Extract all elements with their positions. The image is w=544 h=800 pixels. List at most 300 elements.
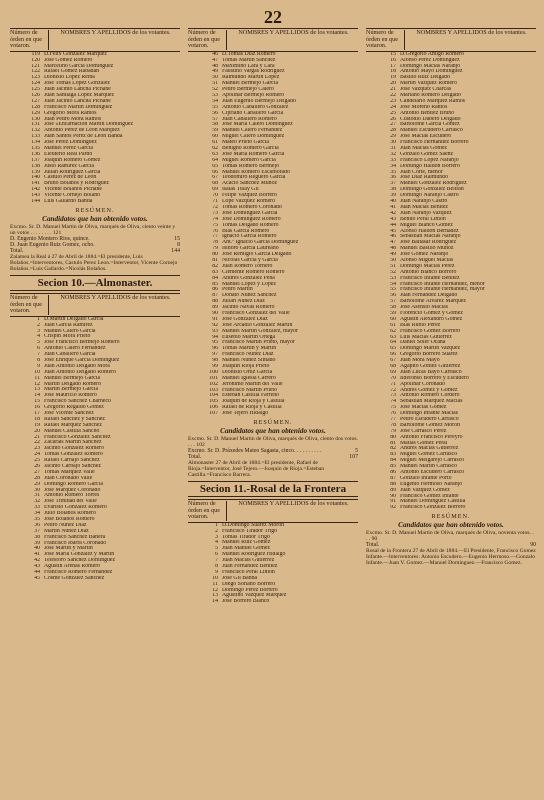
voter-name: Agustin Alexandro Gomez — [400, 316, 463, 322]
voter-number: 1 — [215, 522, 218, 528]
section-title: Secion 11.-Rosal de la Frontera — [188, 481, 358, 497]
voter-number: 11 — [34, 375, 40, 381]
voter-name: Joaquin Rioja Prieto — [222, 363, 270, 369]
voter-number: 57 — [212, 116, 218, 122]
voter-name: Manuel Rodriguez Hidalgo — [222, 552, 286, 558]
voter-number: 62 — [390, 328, 396, 334]
voter-number: 30 — [34, 487, 40, 493]
voter-name: José Asensio Macias — [400, 305, 448, 311]
voter-number: 106 — [209, 405, 218, 411]
voter-number: 10 — [212, 575, 218, 581]
voter-name: Agustino Vazquez Marquez — [222, 593, 287, 599]
voter-name: Tomás Romero Coronado — [222, 204, 282, 210]
voter-name: José Moreno Ramos — [400, 104, 448, 110]
voter-name: Francisco Infante Hernandez, menor — [400, 281, 485, 287]
voter-number: 24 — [34, 452, 40, 458]
voter-name: Andrés Gomez y Gomez — [400, 387, 458, 393]
total-label: Total. — [188, 454, 202, 460]
voter-name: Juan Macias Gomez — [400, 146, 448, 152]
voter-number: 29 — [34, 481, 40, 487]
voter-number: 82 — [390, 446, 396, 452]
voter-number: 78 — [390, 422, 396, 428]
voter-name: José Gomez Romero — [44, 57, 93, 63]
voter-name: Ignacio Garcia Romero — [222, 234, 277, 240]
voter-name: Florencio Gomez y Gomez — [400, 310, 463, 316]
voter-name: Juan Santiaga Lopez Marquez — [44, 93, 115, 99]
voter-number: 127 — [31, 98, 40, 104]
name-header: NOMBRES Y APELLIDOS de los votantes. — [60, 293, 171, 301]
voter-name: Alonso Perez Dominguez — [400, 57, 460, 63]
voter-number: 37 — [34, 528, 40, 534]
voter-name: Antonio Calero Fernandez — [44, 346, 106, 352]
voter-number: 95 — [212, 340, 218, 346]
total-label: Total. — [366, 542, 380, 549]
voter-number: 137 — [31, 157, 40, 163]
voter-name: Manuel Martin Carrasco — [400, 464, 457, 470]
voter-number: 35 — [390, 169, 396, 175]
voter-number: 26 — [34, 463, 40, 469]
voter-name: Luis Gallardo Banda — [44, 199, 93, 205]
voter-name: Juan Corte, menor — [400, 169, 443, 175]
voter-name: José Gomez Naranjo — [400, 252, 449, 258]
voter-number: 48 — [212, 63, 218, 69]
voter-name: Gonzalo Gomez Saenz — [400, 151, 454, 157]
voter-name: Jacinto Gonzalez Romero — [44, 446, 104, 452]
voter-number: 57 — [390, 299, 396, 305]
voter-number: 40 — [390, 199, 396, 205]
voter-name: Isaias Tulay Gil — [222, 187, 259, 193]
voter-name: Ant.º Ignacio Garcia Dominguez — [222, 240, 299, 246]
voter-number: 79 — [212, 246, 218, 252]
voter-number: 29 — [390, 134, 396, 140]
voter-number: 35 — [34, 517, 40, 522]
voter-number: 18 — [34, 416, 40, 422]
voter-name: Manuel Basilio Muñoz — [400, 246, 454, 252]
voter-number: 14 — [212, 599, 218, 605]
voter-name: Dionisio Ortiz Garcia — [222, 369, 273, 375]
voter-name: Juan Romero Tornero — [222, 263, 273, 269]
voter-name: Manuel Martin Gonzalez, mayor — [222, 328, 298, 334]
voter-name: Julian Nuñez Diaz — [222, 299, 265, 305]
voter-number: 98 — [212, 358, 218, 364]
voter-name: José Martin y Martin — [44, 546, 93, 552]
voter-number: 63 — [212, 151, 218, 157]
voter-number: 133 — [31, 134, 40, 140]
voter-name: Agustin Arenas Romero — [44, 564, 101, 570]
voter-name: Martin Delgado Romero — [44, 381, 101, 387]
voter-name: Andrés Macias Gutierrez — [400, 446, 459, 452]
voter-number: 121 — [31, 63, 40, 69]
voter-number: 81 — [390, 440, 396, 446]
voter-name: Juan Jacinto Lancha Pichane — [44, 87, 111, 93]
voter-number: 17 — [34, 410, 40, 416]
voter-number: 101 — [209, 375, 218, 381]
resumen-heading: Candidatos que han obtenido votos. — [42, 214, 148, 223]
voter-name: Francisco Sanchez Banera — [44, 534, 106, 540]
total-value: 90 — [530, 542, 536, 549]
column-2 — [188, 28, 358, 605]
voter-name: José Bolaños Romero — [44, 517, 95, 522]
voter-name: D.Gregorio Amigo Romero — [400, 51, 464, 57]
voter-name: Juan Caballero Romero — [222, 116, 277, 122]
voter-number: 40 — [34, 546, 40, 552]
voter-number: 27 — [34, 469, 40, 475]
voter-name: Gregorio Borrero Suarez — [400, 352, 458, 358]
table-header — [188, 28, 358, 52]
voter-name: Pedro Nuñez Diaz — [44, 522, 87, 528]
number-header: Número de órden en que votaron. — [10, 295, 49, 315]
voter-number: 3 — [37, 328, 40, 334]
voter-number: 80 — [212, 252, 218, 258]
voter-name: José Macias Gomez — [400, 405, 447, 411]
voter-name: Bartolomé Garcia Gomez — [400, 122, 460, 128]
voter-name: Bartolomé Gomez Moron — [400, 422, 460, 428]
voter-name: Custodio Dabero Delgado — [400, 116, 461, 122]
voter-name: José Francisco Bermejo Romero — [44, 340, 120, 346]
voter-name: Juan Garcia Ramirez — [44, 322, 93, 328]
voter-number: 8 — [37, 357, 40, 363]
voter-name: Jerónimo Martin del Valle — [222, 381, 283, 387]
voter-name: Domingo Gonzalez Beltran — [400, 187, 464, 193]
voter-number: 50 — [390, 257, 396, 263]
voter-name: Gregorio Regaldo Gomez — [44, 405, 104, 411]
voter-name: Juan Antonio Delgado Romero — [44, 369, 116, 375]
voter-number: 67 — [212, 175, 218, 181]
voter-number: 88 — [212, 299, 218, 305]
voter-name: Antonio Romero Torres — [44, 493, 100, 499]
voter-number: 80 — [390, 434, 396, 440]
voter-name: Benigno Romero Garcia — [222, 146, 279, 152]
voter-number: 6 — [37, 346, 40, 352]
voter-number: 134 — [31, 140, 40, 146]
voter-name: Sebastian Marquez Macias — [400, 399, 463, 405]
voter-name: Justo Ramirez García — [44, 163, 94, 169]
voter-number: 70 — [212, 193, 218, 199]
voter-number: 84 — [390, 458, 396, 464]
voter-number: 61 — [212, 140, 218, 146]
voter-name: Agapito Gomez Gutierrez — [400, 363, 461, 369]
voter-name: Joaquin Romero Gomez — [44, 157, 101, 163]
voter-number: 30 — [390, 140, 396, 146]
voter-name: Juan Antonio Delgado Mora — [44, 363, 110, 369]
voter-name: José «Encarnacion Martin Dominguez — [44, 122, 134, 128]
voter-name: Manuel Gonzalez Rodriguez — [400, 181, 467, 187]
voter-number: 75 — [212, 222, 218, 228]
voter-name: Domingo Haldon Borrero — [400, 163, 460, 169]
voter-number: 76 — [212, 228, 218, 234]
voter-number: 59 — [390, 310, 396, 316]
voter-name: Manuel Lopez y Lopez — [222, 281, 276, 287]
voter-name: Antonio Escudero Carrasco — [400, 470, 465, 476]
voter-name: Miguel Calero Dominguez — [222, 134, 285, 140]
voter-name: Juan Lucas Bayo Carrasco — [400, 369, 462, 375]
voter-number: 73 — [212, 210, 218, 216]
voter-number: 49 — [390, 252, 396, 258]
voter-name: Isidoro Garcia Laureano — [222, 246, 279, 252]
voter-name: Apolinar Coronado — [400, 381, 445, 387]
voter-name: Eusebio Martin Ortega — [222, 334, 276, 340]
voter-name: Tomás Tirador Trigo — [222, 534, 270, 540]
voter-number: 9 — [37, 363, 40, 369]
voter-number: 21 — [34, 434, 40, 440]
voter-name: Domingo Naranjo Castro — [400, 193, 459, 199]
table-header — [366, 28, 536, 52]
voter-number: 71 — [390, 381, 396, 387]
voter-number: 53 — [212, 93, 218, 99]
voter-number: 32 — [34, 499, 40, 505]
voter-name: Antonio Mayo Dominguez — [400, 69, 463, 75]
voter-number: 83 — [212, 269, 218, 275]
voter-name: Pedro Bermejo Calero — [222, 87, 274, 93]
voter-number: 16 — [390, 57, 396, 63]
voter-number: 123 — [31, 75, 40, 81]
voter-name: Evaristo Gonzalez Romero — [44, 505, 107, 511]
voter-number: 15 — [390, 51, 396, 57]
voter-name: Manuel Nuñez Sintado — [222, 358, 276, 364]
voter-name: Apolinar Bermejo Romero — [222, 93, 285, 99]
voter-name: Francisco Lopez Naranjo — [400, 157, 459, 163]
voter-name: Crispin Mora Prieto — [44, 334, 91, 340]
voter-name: Alonso Miguel Macias — [400, 257, 454, 263]
voter-name: Francisco Peral Limon — [222, 569, 275, 575]
total-value: 144 — [171, 247, 180, 254]
voter-name: Dionisio Lopez Reina — [44, 75, 95, 81]
voter-name: Benito Peral Limon — [400, 216, 446, 222]
voter-name: José Maria Gonzalez y Martin — [44, 552, 115, 558]
voter-name: Domingo Martin Vazquez — [400, 346, 461, 352]
voter-name: Zacarias Martin Sanchez — [44, 440, 102, 446]
voter-number: 74 — [212, 216, 218, 222]
voter-name: José Vicente Sanchez — [44, 410, 94, 416]
voter-number: 72 — [212, 204, 218, 210]
voter-name: Tomás Delgado Romero — [222, 222, 279, 228]
voter-number: 83 — [390, 452, 396, 458]
column-3 — [366, 28, 536, 605]
resumen-heading: Candidatos que han obtenido votos. — [220, 427, 326, 435]
voter-number: 42 — [34, 558, 40, 564]
voter-number: 69 — [212, 187, 218, 193]
voter-name: Jacinto Carbajo Sanchez — [44, 463, 101, 469]
voter-number: 27 — [390, 122, 396, 128]
voter-name: Juan Macias Gutierrez — [222, 558, 275, 564]
voter-name: Francisco Infante Benitez — [400, 275, 460, 281]
voter-number: 87 — [390, 475, 396, 481]
voter-name: Rafael Gomez Rabadan — [44, 69, 100, 75]
voter-number: 12 — [34, 381, 40, 387]
voter-number: 88 — [390, 481, 396, 487]
voter-number: 120 — [31, 57, 40, 63]
voter-number: 84 — [212, 275, 218, 281]
voter-number: 69 — [390, 369, 396, 375]
voter-name: Daniel Soler Ocaña — [400, 340, 446, 346]
voter-name: Gonzalo Infante Porto — [400, 475, 452, 481]
total-label: Total. — [10, 247, 24, 254]
voter-name: Raimundo Martin Lopez — [222, 75, 280, 81]
voter-name: José Mauricio Romero — [44, 393, 97, 399]
voter-number: 122 — [31, 69, 40, 75]
voter-name: José Macias Escudero — [400, 134, 452, 140]
voter-number: 68 — [212, 181, 218, 187]
voter-number: 92 — [390, 505, 396, 511]
voter-number: 82 — [212, 263, 218, 269]
voter-name: Miguel Melgarejo Carrasco — [400, 458, 465, 464]
voter-name: Juan Naranjo Castro — [400, 199, 448, 205]
voter-number: 47 — [390, 240, 396, 246]
voter-name: José Perez Dominguez — [44, 140, 97, 146]
voter-name: Juan Caballero Garcia — [44, 352, 96, 358]
voter-number: 86 — [390, 470, 396, 476]
voter-number: 71 — [212, 199, 218, 205]
voter-number: 7 — [215, 558, 218, 564]
voter-number: 99 — [212, 363, 218, 369]
voter-name: Ildefonso Borrero y Escudero — [400, 375, 469, 381]
voter-name: Marcelino Garcia Dominguez — [44, 63, 114, 69]
voter-number: 3 — [215, 534, 218, 540]
voter-name: Francisco Romero Fernandez — [44, 570, 113, 576]
voter-name: Tomás Romero Bermejo — [222, 163, 279, 169]
voter-number: 64 — [212, 157, 218, 163]
name-header: NOMBRES Y APELLIDOS de los votantes. — [416, 29, 527, 36]
voter-name: Rafael de Rioja y Castilla — [222, 405, 282, 411]
voter-number: 5 — [37, 340, 40, 346]
voter-name: Cosme Gonzalez Sanchez — [44, 575, 105, 581]
voter-name: Acacio Sanchez Muñoz — [222, 181, 278, 187]
voter-name: Manuel Perez Garcia — [44, 146, 93, 152]
voter-number: 55 — [212, 104, 218, 110]
voter-number: 43 — [390, 216, 396, 222]
voter-number: 107 — [209, 411, 218, 417]
voter-number: 28 — [390, 128, 396, 134]
voter-name: Juan Mora Mayo — [400, 358, 440, 364]
voter-number: 81 — [212, 257, 218, 263]
resumen-title: RESÚMEN. — [253, 419, 293, 426]
closing-text: Rosal de la Frontera 27 de Abril de 1884.—El Presidente, Francisco Gomez Infante.—Interventores: Antonio Escudero.—Eugenio Hermoso.—Gonzalo Infante.—Juan V. Gomez.—Manuel Dominguez.—Francisco Gomez. — [366, 548, 536, 567]
voter-number: 90 — [390, 493, 396, 499]
voter-number: 128 — [31, 104, 40, 110]
voter-name: Francisco Gomez Infante — [400, 493, 459, 499]
voter-name: Rafael Sanchez y Sanchez — [44, 416, 105, 422]
number-header: Número de órden en que votaron. — [188, 30, 227, 50]
voter-number: 103 — [209, 387, 218, 393]
resumen-candidate: D. Engenio Montero Rios, quince. — [10, 235, 90, 242]
voter-number: 86 — [212, 287, 218, 293]
voter-number: 20 — [390, 81, 396, 87]
voter-name: Telesforo Sanchez Dominguez — [44, 558, 116, 564]
voter-name: José Tomás Lopez Gonzalez — [44, 81, 110, 87]
voter-number: 51 — [212, 81, 218, 87]
voter-name: Rafael Marquez Sanchez — [44, 422, 102, 428]
voter-name: Luis Macias Gutierrez — [400, 334, 452, 340]
voter-name: Diego Soriano Borrero — [222, 581, 276, 587]
voter-name: Vicente Cornejo Bolaño — [44, 193, 100, 199]
voter-name: Miguel Blanco Gomez — [400, 222, 453, 228]
voter-name: Pedro Martin — [222, 287, 253, 293]
voter-name: Esteban Castilla Farreño — [222, 393, 279, 399]
voter-number: 25 — [34, 458, 40, 464]
voter-number: 45 — [390, 228, 396, 234]
name-header: NOMBRES Y APELLIDOS de los votantes. — [60, 29, 171, 36]
voter-name: Basilio Ruiz Delgado — [400, 75, 450, 81]
voter-number: 46 — [390, 234, 396, 240]
voter-number: 92 — [212, 322, 218, 328]
voter-name: Maximino Lara y Lara — [222, 63, 275, 69]
voter-row — [188, 599, 358, 605]
voter-name: Juan Vazquez Gomez — [400, 487, 450, 493]
voter-number: 76 — [390, 411, 396, 417]
voter-number: 126 — [31, 93, 40, 99]
voter-name: D.Martin Delgado Garcia — [44, 316, 104, 322]
voter-name: Francisco Ibarra Coronado — [44, 540, 107, 546]
voter-name: José Diaz Raimundo — [400, 175, 448, 181]
voter-number: 66 — [390, 352, 396, 358]
voter-number: 60 — [390, 316, 396, 322]
voter-number: 44 — [34, 570, 40, 576]
voter-number: 41 — [34, 552, 40, 558]
voter-number: 73 — [390, 393, 396, 399]
voter-number: 38 — [34, 534, 40, 540]
voter-number: 125 — [31, 87, 40, 93]
voter-name: Francisco Gonzalez Borrero — [400, 505, 466, 511]
voter-number: 31 — [390, 146, 396, 152]
voter-name: Julio Bolaños Romero — [44, 511, 96, 517]
voter-number: 46 — [212, 51, 218, 57]
voter-name: D.Domingo Suarez Moron — [222, 522, 284, 528]
voter-number: 45 — [34, 575, 40, 581]
voter-number: 2 — [215, 528, 218, 534]
voter-name: Pedro Escudero Carrasco — [400, 417, 459, 422]
voter-name: José Arcadio Gonzalez Martin — [222, 322, 293, 328]
voter-number: 59 — [212, 128, 218, 134]
voter-number: 28 — [34, 475, 40, 481]
voter-number: 20 — [34, 428, 40, 434]
voter-number: 91 — [390, 499, 396, 505]
voter-name: D.Félix González Marquez — [44, 51, 107, 57]
voter-name: Manuel Castilla Sancho — [44, 428, 100, 434]
voter-name: Candelario Marquez Ramos — [400, 98, 466, 104]
voter-name: Castulo Perez de Leon — [44, 175, 97, 181]
voter-name: Miguel Romero Garcia — [222, 157, 276, 163]
voter-number: 4 — [215, 540, 218, 546]
voter-number: 12 — [212, 587, 218, 593]
resumen-votes: 8 — [177, 241, 180, 248]
voter-name: Antonio Romero Cordero — [400, 393, 460, 399]
voter-name: Manuel Dominguez Castilla — [400, 499, 466, 505]
voter-name: Antonio Perez de Leon Marquez — [44, 128, 120, 134]
voter-number: 52 — [212, 87, 218, 93]
voter-name: Joaquin de Rioja y Castilla — [222, 399, 285, 405]
voter-name: Blas Garcia Romero — [222, 228, 270, 234]
number-header: Número de órden en que votaron. — [366, 30, 405, 50]
voter-number: 39 — [34, 540, 40, 546]
voter-number: 48 — [390, 246, 396, 252]
voter-name: Francisco Martin Dominguez — [44, 104, 113, 110]
voter-name: Bruno Bolaños y Rodriguez — [44, 181, 109, 187]
voter-number: 67 — [390, 358, 396, 364]
voter-number: 21 — [390, 87, 396, 93]
voter-number: 79 — [390, 428, 396, 434]
voter-number: 24 — [390, 104, 396, 110]
voter-number: 55 — [390, 287, 396, 293]
voter-number: 50 — [212, 75, 218, 81]
name-header: NOMBRES Y APELLIDOS de los votantes. — [238, 500, 349, 507]
voter-name: Bartolomé Alvarez Marquez — [400, 299, 466, 305]
voter-name: Faustino Vargas Rodriguez — [222, 69, 285, 75]
voter-number: 68 — [390, 363, 396, 369]
voter-number: 105 — [209, 399, 218, 405]
voter-number: 14 — [34, 393, 40, 399]
voter-number: 23 — [34, 446, 40, 452]
voter-name: José Borrero Blanco — [222, 599, 270, 605]
